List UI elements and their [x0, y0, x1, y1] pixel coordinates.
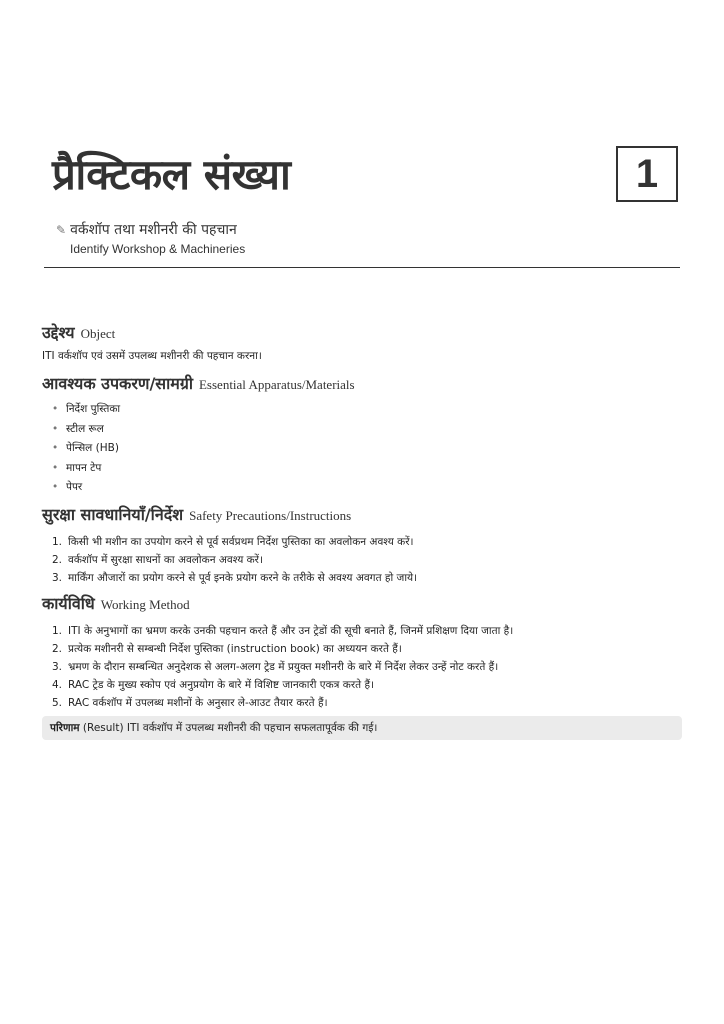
- safety-heading-hindi: सुरक्षा सावधानियाँ/निर्देश: [42, 504, 184, 524]
- result-label-english: (Result): [82, 721, 124, 734]
- item-text: मार्किंग औजारों का प्रयोग करने से पूर्व इनके प्रयोग करने के तरीके से अवश्य अवगत हो जाये।: [68, 571, 418, 584]
- list-item: [52, 622, 682, 640]
- apparatus-section: [42, 371, 682, 498]
- list-item: [52, 569, 682, 587]
- method-section: [42, 591, 682, 712]
- list-item: [52, 658, 682, 676]
- list-item: • निर्देश पुस्तिका: [52, 400, 682, 420]
- object-heading: [42, 320, 682, 347]
- safety-list: [42, 533, 682, 587]
- item-text: किसी भी मशीन का उपयोग करने से पूर्व सर्वप्रथम निर्देश पुस्तिका का अवलोकन अवश्य करें।: [68, 535, 414, 548]
- apparatus-heading-english: Essential Apparatus/Materials: [198, 377, 355, 392]
- item-number: 1.: [52, 535, 63, 548]
- subtitle-english: Identify Workshop & Machineries: [70, 242, 246, 256]
- item-number: 2.: [52, 642, 63, 655]
- safety-section: [42, 502, 682, 587]
- method-heading: [42, 591, 682, 618]
- header-divider: [44, 267, 680, 268]
- item-text: ITI के अनुभागों का भ्रमण करके उनकी पहचान करते हैं और उन ट्रेडों की सूची बनाते हैं, जिनमें प्रशिक्षण दिया जाता है।: [68, 624, 514, 637]
- subtitle-hindi: [56, 220, 237, 239]
- object-text: ITI वर्कशॉप एवं उसमें उपलब्ध मशीनरी की पहचान करना।: [42, 350, 262, 362]
- pencil-icon: ✎: [56, 223, 67, 237]
- method-heading-english: Working Method: [100, 596, 190, 612]
- safety-heading-english: Safety Precautions/Instructions: [189, 507, 352, 523]
- apparatus-heading-hindi: आवश्यक उपकरण/सामग्री: [42, 374, 193, 393]
- apparatus-heading: [42, 371, 682, 398]
- item-text: वर्कशॉप में सुरक्षा साधनों का अवलोकन अवश्य करें।: [68, 553, 263, 566]
- list-item: • पेपर: [52, 478, 682, 498]
- practical-content: [42, 320, 682, 740]
- safety-heading: [42, 502, 682, 529]
- object-heading-english: Object: [80, 326, 116, 341]
- item-text: RAC वर्कशॉप में उपलब्ध मशीनों के अनुसार ले-आउट तैयार करते हैं।: [68, 696, 328, 709]
- result-text: ITI वर्कशॉप में उपलब्ध मशीनरी की पहचान सफलतापूर्वक की गई।: [126, 721, 378, 734]
- list-item: • स्टील रूल: [52, 420, 682, 440]
- list-item: • पेन्सिल (HB): [52, 439, 682, 459]
- list-item: • मापन टेप: [52, 459, 682, 479]
- subtitle-hindi-text: वर्कशॉप तथा मशीनरी की पहचान: [70, 222, 237, 238]
- item-text: RAC ट्रेड के मुख्य स्कोप एवं अनुप्रयोग के बारे में विशिष्ट जानकारी एकत्र करते हैं।: [68, 678, 375, 691]
- practical-title: प्रैक्टिकल संख्या: [52, 150, 291, 199]
- list-item: [52, 676, 682, 694]
- object-heading-hindi: उद्देश्य: [42, 323, 75, 342]
- apparatus-list: [42, 400, 682, 498]
- result-label: परिणाम: [50, 721, 80, 734]
- object-section: [42, 320, 682, 365]
- method-heading-hindi: कार्यविधि: [42, 593, 95, 613]
- item-number: 1.: [52, 624, 63, 637]
- item-text: भ्रमण के दौरान सम्बन्धित अनुदेशक से अलग-अलग ट्रेड में प्रयुक्त मशीनरी के बारे में निर्देश लेकर उन्हें नोट करते हैं।: [68, 660, 499, 673]
- list-item: [52, 694, 682, 712]
- result-box: [42, 716, 682, 740]
- item-text: प्रत्येक मशीनरी से सम्बन्धी निर्देश पुस्तिका (instruction book) का अध्ययन करते हैं।: [68, 642, 402, 655]
- item-number: 2.: [52, 553, 63, 566]
- method-list: [42, 622, 682, 712]
- item-number: 3.: [52, 660, 63, 673]
- practical-number-box: 1: [616, 146, 678, 202]
- list-item: [52, 640, 682, 658]
- item-number: 4.: [52, 678, 63, 691]
- item-number: 3.: [52, 571, 63, 584]
- list-item: [52, 551, 682, 569]
- list-item: [52, 533, 682, 551]
- item-number: 5.: [52, 696, 63, 709]
